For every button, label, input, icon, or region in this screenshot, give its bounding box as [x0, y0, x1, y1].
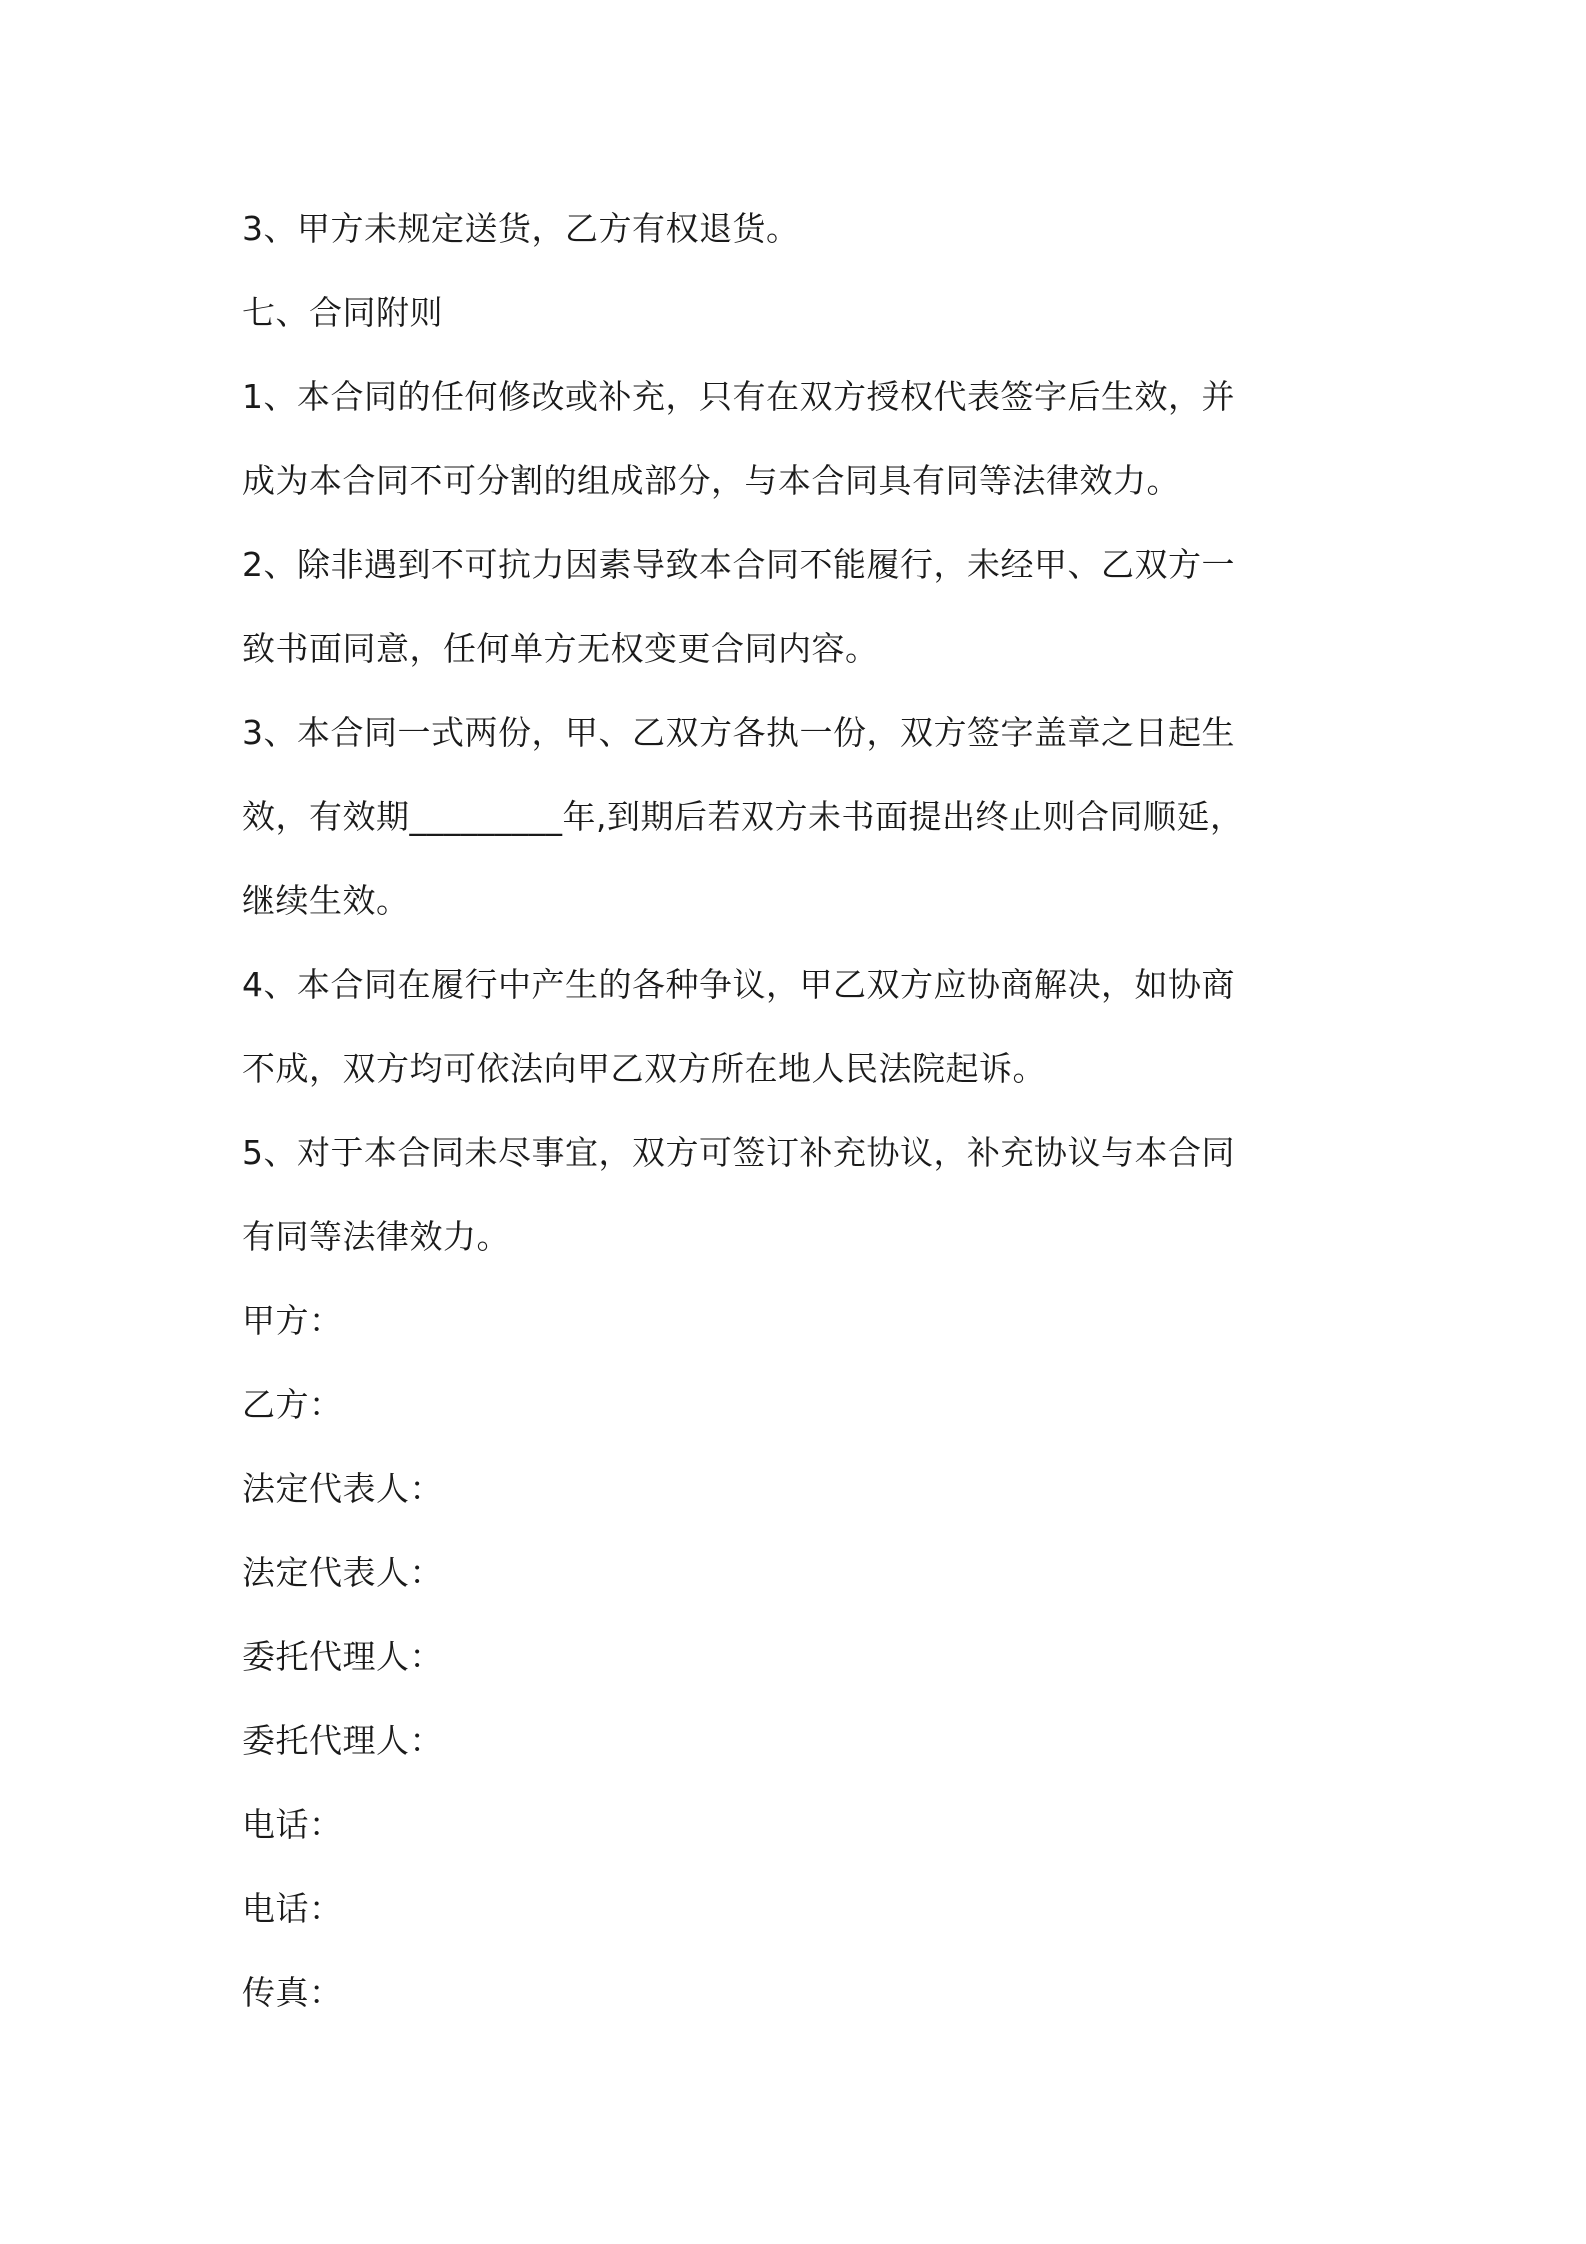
signature-field-agent: 委托代理人： [242, 1721, 443, 1760]
clause-line: 继续生效。 [242, 881, 410, 920]
signature-field-party-b: 乙方： [242, 1385, 343, 1424]
signature-field-phone: 电话： [242, 1889, 343, 1928]
clause-line: 成为本合同不可分割的组成部分，与本合同具有同等法律效力。 [242, 461, 1180, 500]
contract-page [242, 202, 1362, 2050]
clause-line: 4、本合同在履行中产生的各种争议，甲乙双方应协商解决，如协商 [242, 965, 1235, 1004]
clause-line: 2、除非遇到不可抗力因素导致本合同不能履行，未经甲、乙双方一 [242, 545, 1235, 584]
section-heading: 七、合同附则 [242, 293, 443, 332]
clause-line: 致书面同意，任何单方无权变更合同内容。 [242, 629, 879, 668]
clause-line: 3、本合同一式两份，甲、乙双方各执一份，双方签字盖章之日起生 [242, 713, 1235, 752]
signature-field-phone: 电话： [242, 1805, 343, 1844]
clause-line: 效，有效期_________年,到期后若双方未书面提出终止则合同顺延， [242, 797, 1244, 836]
signature-field-fax: 传真： [242, 1973, 343, 2012]
signature-field-legal-rep: 法定代表人： [242, 1469, 443, 1508]
signature-field-party-a: 甲方： [242, 1301, 343, 1340]
clause-line: 有同等法律效力。 [242, 1217, 510, 1256]
clause-line: 5、对于本合同未尽事宜，双方可签订补充协议，补充协议与本合同 [242, 1133, 1235, 1172]
clause-line: 1、本合同的任何修改或补充，只有在双方授权代表签字后生效，并 [242, 377, 1235, 416]
clause-line: 不成，双方均可依法向甲乙双方所在地人民法院起诉。 [242, 1049, 1046, 1088]
signature-field-legal-rep: 法定代表人： [242, 1553, 443, 1592]
clause-line: 3、甲方未规定送货，乙方有权退货。 [242, 209, 800, 248]
signature-field-agent: 委托代理人： [242, 1637, 443, 1676]
